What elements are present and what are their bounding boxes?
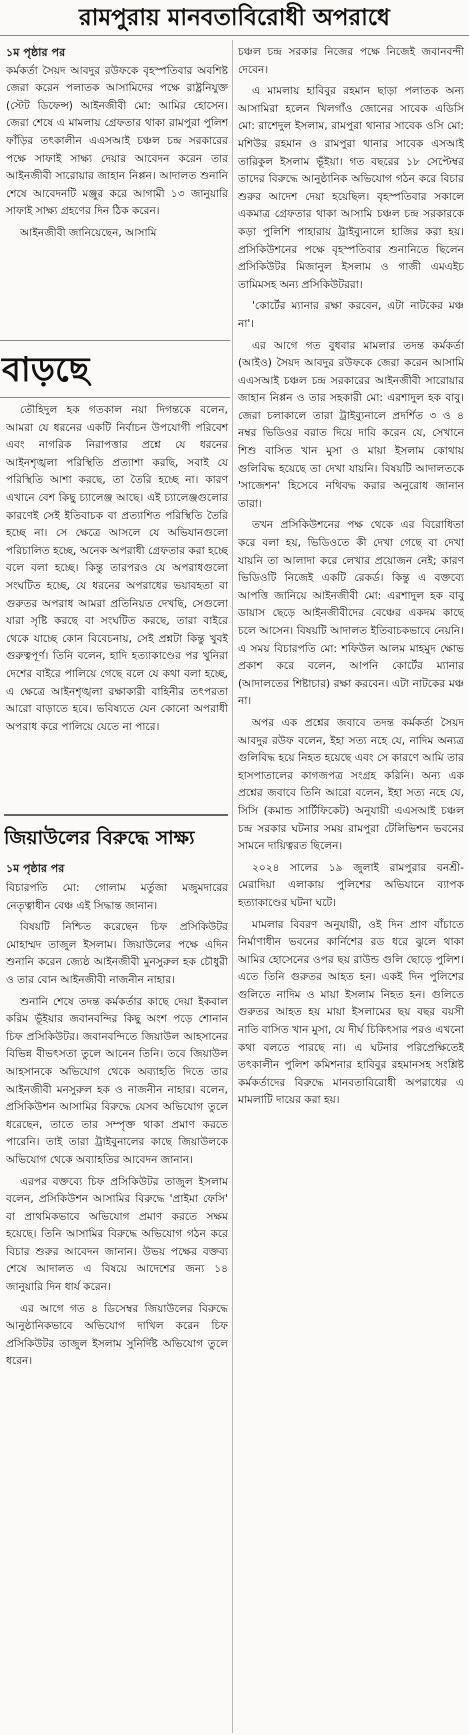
article-paragraph: তখন প্রসিকিউশনের পক্ষ থেকে এর বিরোধিতা করে বলা হয়, ভিডিওতে কী দেখা গেছে বা দেখা যায়নি তা আলাদা করে লেখার প্রয়োজন নেই; কারণ ভিডিওটি নিজেই একটি রেকর্ড। কিন্তু এ বক্তব্যে আপত্তি জানিয়ে আইনজীবী মো: এরশাদুল হক বাবু ডায়াস ছেড়ে আইনজীবীদের বেঞ্চের একদম কাছে চলে আসেন। বিষয়টি আদালত ইতিবাচকভাবে নেয়নি। এ সময় বিচারপতি মো: শফিউল আলম মাহমুদ ক্ষোভ প্রকাশ করে বলেন, আপনি কোর্টের ম্যানার (আদালতের শিষ্টাচার) রক্ষা করবেন। এটা নাটকের মঞ্চ না। (238, 519, 464, 708)
article-paragraph: এরপর বক্তব্যে চিফ প্রসিকিউটর তাজুল ইসলাম বলেন, প্রসিকিউশন আসামির বিরুদ্ধে 'প্রাইমা ফেসি' বা প্রাথমিকভাবে অভিযোগ প্রমাণ করতে সক্ষম হয়েছে। তিনি আসামির বিরুদ্ধে অভিযোগ গঠন করে বিচার শুরুর আবেদন জানান। উভয় পক্ষের বক্তব্য শেষে আদালত এ বিষয়ে আদেশের জন্য ১৪ জানুয়ারি দিন ধার্য করেন। (6, 1175, 228, 1294)
article-paragraph: আইনজীবী জানিয়েছেন, আসামি (20, 226, 157, 239)
article-rampura-continued (6, 44, 228, 336)
article-paragraph: অপর এক প্রশ্নের জবাবে তদন্ত কর্মকর্তা সৈয়দ আবদুর রউফ বলেন, ইহা সত্য নহে যে, নাদিম অন্যত্র গুলিবিদ্ধ হয়ে নিহত হয়েছে এবং সে কারণে আমি তার হাসপাতালের কাগজপত্র সংগ্রহ করিনি। অন্য এক প্রশ্নের জবাবে তিনি আরো বলেন, ইহা সত্য নহে যে, সিসি (কমান্ড সার্টিফিকেট) অনুযায়ী এএসআই চঞ্চল চন্দ্র সরকার ঘটনার সময় রামপুরা টেলিভিশন ভবনের সামনে দায়িত্বরত ছিলেন। (238, 716, 464, 853)
article-paragraph: তৌহিদুল হক গতকাল নয়া দিগন্তকে বলেন, আমরা যে ধরনের একটি নির্বাচন উপযোগী পরিবেশ এবং নাগরিক নিরাপত্তার প্রশ্নে যে ধরনের আইনশৃঙ্খলা পরিস্থিতি প্রত্যাশা করছি, সবাই যে পরিস্থিতি আশা করছে, তা তৈরি হচ্ছে না। কারণ এখানে বেশ কিছু চ্যালেঞ্জ আছে। এই চ্যালেঞ্জগুলোর কারণেই সেই ইতিবাচক বা প্রত্যাশিত পরিস্থিতি তৈরি হচ্ছে না। সে ক্ষেত্রে আসলে যে অভিযানগুলো পরিচালিত হচ্ছে, অনেক অপরাধী গ্রেফতার করা হচ্ছে বলে বলা হচ্ছে। কিন্তু তারপরও যে অপরাধগুলো সংঘটিত হচ্ছে, যে ধরনের অপরাধের ভয়াবহতা বা গুরুতর অপরাধ আমরা প্রতিনিয়ত দেখছি, সেগুলো যারা সৃষ্টি করছে বা সংঘটিত করছে, তারা বাইরে থেকে যাচ্ছে কোন বিবেচনায়, সেই প্রশ্নটা কিন্তু খুবই গুরুত্বপূর্ণ। তিনি বলেন, হাদি হত্যাকাণ্ডের পর খুনিরা দেশের বাইরে পালিয়ে গেছে বলে যে কথা বলা হচ্ছে, এ ক্ষেত্রে আইনশৃঙ্খলা রক্ষাকারী বাহিনীর তৎপরতা আরো বাড়াতে হবে। ভবিষ্যতে যেন কোনো অপরাধী অপরাধ করে পালিয়ে যেতে না পারে। (6, 404, 228, 733)
law-order-headline: বাড়ছে (0, 340, 230, 398)
article-paragraph: চঞ্চল চন্দ্র সরকার নিজের পক্ষে নিজেই জবানবন্দী দেবেন। (238, 46, 464, 76)
article-paragraph: এর আগে গত ৪ ডিসেম্বর জিয়াউলের বিরুদ্ধে আনুষ্ঠানিকভাবে অভিযোগ দাখিল করেন চিফ প্রসিকিউটর তাজুল ইসলাম সুনির্দিষ্ট অভিযোগ তুলে ধরেন। (6, 1302, 228, 1368)
article-paragraph: বিষয়টি নিশ্চিত করেছেন চিফ প্রসিকিউটর মোহাম্মদ তাজুল ইসলাম। জিয়াউলের পক্ষে এদিন শুনানি করেন জ্যেষ্ঠ আইনজীবী মুনসুরুল হক চৌধুরী ও তার বোন আইনজীবী নাজনীন নাহার। (6, 921, 228, 986)
ziaul-headline: জিয়াউলের বিরুদ্ধে সাক্ষ্য (4, 814, 228, 862)
article-paragraph: 'কোর্টের ম্যানার রক্ষা করবেন, এটা নাটকের মঞ্চ না'। (238, 300, 464, 330)
article-paragraph: ২০২৪ সালের ১৯ জুলাই রামপুরার বনশ্রী-মেরাদিয়া এলাকায় পুলিশের অভিযানে ব্যাপক হত্যাকাণ্ডের ঘটনা ঘটে। (238, 861, 464, 909)
article-ziaul (6, 880, 228, 1732)
jump-label: ১ম পৃষ্ঠার পর (6, 862, 65, 875)
column-divider (232, 40, 233, 1733)
article-paragraph: শুনানি শেষে তদন্ত কর্মকর্তার কাছে দেয়া ইকবাল করিম ভূঁইয়ার জবানবন্দির কিছু অংশ পড়ে শোনান চিফ প্রসিকিউটর। জবানবন্দিতে জিয়াউল আহসানের বিভিন্ন বীভৎসতা তুলে আনেন তিনি। তবে জিয়াউল আহসানকে অভিযোগ থেকে অব্যাহতি দিতে তার আইনজীবী মনসুরুল হক ও নাজনীন নাহার। বলেন, প্রসিকিউশন আসামির বিরুদ্ধে যেসব অভিযোগ তুলে ধরেছেন, তাতে তার সম্পৃক্ত থাকা প্রমাণ করতে পারেনি। তাই তারা ট্রাইবুনালের কাছে জিয়াউলকে অভিযোগ থেকে অব্যাহতির আবেদন জানান। (6, 995, 228, 1166)
article-law-order (6, 402, 228, 806)
article-rampura-right-column (238, 44, 464, 1732)
top-headline: রামপুরায় মানবতাবিরোধী অপরাধে (0, 0, 469, 36)
article-paragraph: এ মামলায় হাবিবুর রহমান ছাড়া পলাতক অন্য আসামিরা হলেন খিলগাঁও জোনের সাবেক এডিসি মো: রাশেদুল ইসলাম, রামপুরা থানার সাবেক ওসি মো: মশিউর রহমান ও রামপুরা থানার সাবেক এসআই তারিকুল ইসলাম ভূঁইয়া। গত বছরের ১৮ সেপ্টেম্বর তাদের বিরুদ্ধে আনুষ্ঠানিক অভিযোগ গঠন করে বিচার শুরুর আদেশ দেয়া হয়েছিল। বৃহস্পতিবার সকালে একমাত্র গ্রেফতার থাকা আসামি চঞ্চল চন্দ্র সরকারকে কড়া পুলিশি পাহারায় ট্রাইব্যুনালে হাজির করা হয়। প্রসিকিউশনের পক্ষে বৃহস্পতিবার শুনানিতে ছিলেন প্রসিকিউটর মিজানুল ইসলাম ও গাজী এমএইচ তামিমসহ অন্য প্রসিকিউটররা। (238, 85, 464, 291)
article-paragraph: এর আগে গত বুধবার মামলার তদন্ত কর্মকর্তা (আইও) সৈয়দ আবদুর রউফকে জেরা করেন আসামি এএসআই চঞ্চল চন্দ্র সরকারের আইনজীবী সারোয়ার জাহান নিপ্পন ও তার সহকারী মো: এরশাদুল হক বাবু। জেরা চলাকালে তারা ট্রাইব্যুনালে প্রদর্শিত ৩ ও ৪ নম্বর ভিডিওর বরাত দিয়ে দাবি করেন যে, সেখানে শিশু বাসিত খান মুসা ও মায়া ইসলাম কোথায় গুলিবিদ্ধ হয়েছে তা দেখা যায়নি। বিষয়টি আদালতকে 'সাজেশন' হিসেবে নথিবদ্ধ করার অনুরোধ জানান তারা। (238, 339, 464, 510)
jump-label: ১ম পৃষ্ঠার পর (6, 46, 66, 59)
article-paragraph: বিচারপতি মো: গোলাম মর্তুজা মজুমদারের নেতৃত্বাধীন বেঞ্চ এই সিদ্ধান্ত জানান। (6, 882, 228, 912)
article-paragraph: কর্মকর্তা সৈয়দ আবদুর রউফকে বৃহস্পতিবার অবশিষ্ট জেরা করেন পলাতক আসামিদের পক্ষে রাষ্ট্রনিযুক্ত (স্টেট ডিফেন্স) আইনজীবী মো: আমির হোসেন। জেরা শেষে এ মামলায় গ্রেফতার থাকা রামপুরা পুলিশ ফাঁড়ির তৎকালীন এএসআই চঞ্চল চন্দ্র সরকারের পক্ষে সাফাই সাক্ষ্য দেয়ার আবেদন করেন তার আইনজীবী সারোয়ার জাহান নিপ্পন। আদালত শুনানি শেষে আবেদনটি মঞ্জুর করে আগামী ১৩ জানুয়ারি সাফাই সাক্ষ্য গ্রহণের দিন ঠিক করেন। (6, 64, 228, 218)
article-paragraph: মামলার বিবরণ অনুযায়ী, ওই দিন প্রাণ বাঁচাতে নির্মাণাধীন ভবনের কার্নিশের রড ধরে ঝুলে থাকা আমির হোসেনের ওপর ছয় রাউন্ড গুলি ছোড়ে পুলিশ। এতে তিনি গুরুতর আহত হন। একই দিন পুলিশের গুলিতে নাদিম ও মায়া ইসলাম নিহত হন। গুলিতে গুরুতর আহত হয় মায়া ইসলামের ছয় বছর বয়সী নাতি বাসিত খান মুসা, যে দীর্ঘ চিকিৎসার পরও এখনো কথা বলতে পারছে না। এ ঘটনার পরিপ্রেক্ষিতেই তৎকালীন পুলিশ কমিশনার হাবিবুর রহমানসহ সংশ্লিষ্ট কর্মকর্তাদের বিরুদ্ধে মানবতাবিরোধী অপরাধের এ মামলাটি দায়ের করা হয়। (238, 918, 464, 1107)
